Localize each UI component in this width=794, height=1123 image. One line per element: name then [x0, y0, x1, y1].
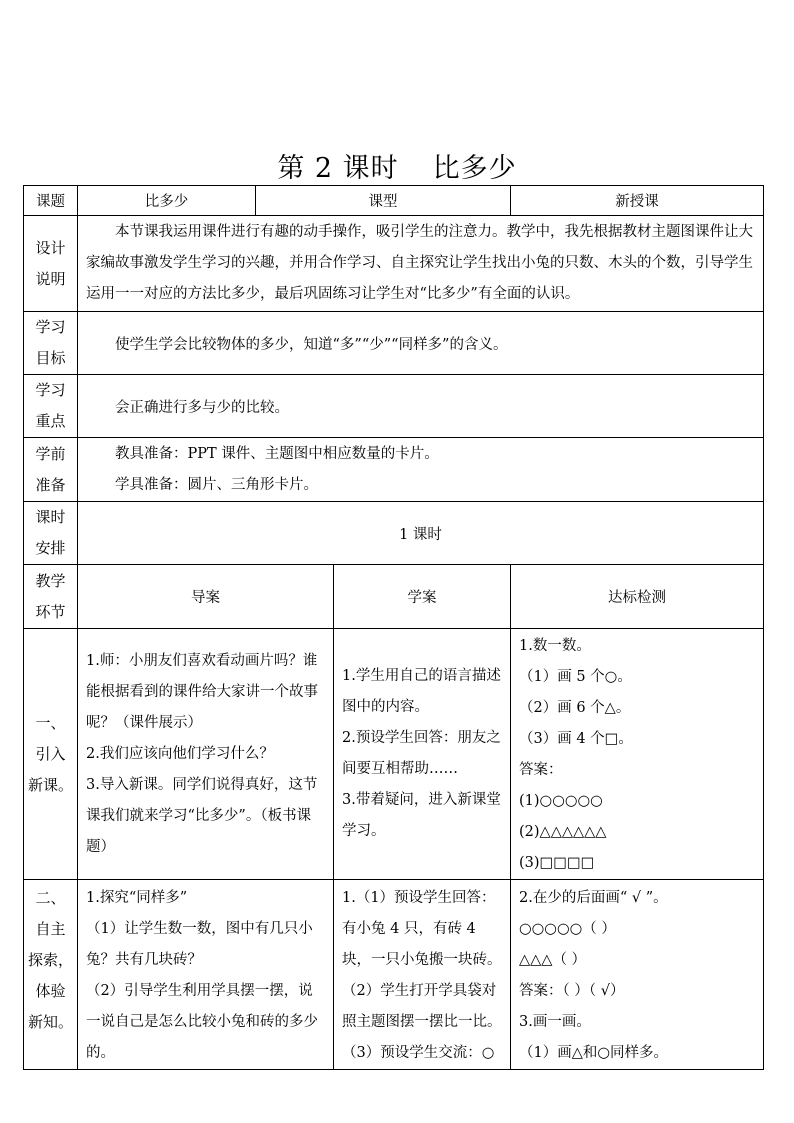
study-column-header: 学案	[334, 565, 511, 629]
key-points-label: 学习 重点	[24, 375, 78, 438]
check-item: （3）画 4 个□。	[519, 731, 633, 747]
type-label: 课型	[256, 186, 511, 216]
guide-item: （1）让学生数一数，图中有几只小兔？共有几块砖？	[86, 921, 313, 968]
prep-label: 学前 准备	[24, 438, 78, 502]
design-row	[24, 216, 764, 312]
study-item: 1.（1）预设学生回答：有小兔 4 只，有砖 4 块，一只小兔搬一块砖。	[342, 890, 502, 968]
goals-row	[24, 312, 764, 375]
step-column-label: 教学 环节	[24, 565, 78, 629]
check-item: 3.画一画。	[519, 1014, 591, 1030]
guide-item: 1.师：小朋友们喜欢看动画片吗？谁能根据看到的课件给大家讲一个故事呢？（课件展示）	[86, 652, 318, 731]
check-item: (1)○○○○○	[519, 793, 603, 809]
design-label: 设计 说明	[24, 216, 78, 312]
student-materials: 学具准备：圆片、三角形卡片。	[115, 476, 318, 493]
check-item: ○○○○○（ ）	[519, 921, 616, 937]
check-item: （2）画 6 个△。	[519, 700, 631, 716]
schedule-row	[24, 502, 764, 565]
design-text: 本节课我运用课件进行有趣的动手操作，吸引学生的注意力。教学中，我先根据教材主题图课件让大家编故事激发学生学习的兴趣，并用合作学习、自主探究让学生找出小兔的只数、木头的个数，引导学生运用一一对应的方法比多少，最后巩固练习让学生对“比多少”有全面的认识。	[78, 216, 764, 312]
study-item: （2）学生打开学具袋对照主题图摆一摆比一比。	[342, 983, 502, 1030]
check-item: (3)□□□□	[519, 855, 595, 871]
goals-text: 使学生学会比较物体的多少，知道“多”“少”“同样多”的含义。	[78, 312, 764, 375]
study-item: 2.预设学生回答：朋友之间要互相帮助……	[342, 730, 501, 777]
step1-check	[511, 629, 764, 880]
guide-column-header: 导案	[78, 565, 334, 629]
check-column-header: 达标检测	[511, 565, 764, 629]
column-header-row	[24, 565, 764, 629]
guide-item: 1.探究“同样多”	[86, 890, 188, 906]
check-item: （1）画△和○同样多。	[519, 1045, 669, 1061]
key-points-row	[24, 375, 764, 438]
check-item: 2.在少的后面画“ √ ”。	[519, 890, 668, 906]
page-title	[0, 146, 794, 185]
check-item: (2)△△△△△△	[519, 824, 607, 840]
step2-guide	[78, 880, 334, 1070]
topic-label: 课题	[24, 186, 78, 216]
check-item: △△△（ ）	[519, 952, 587, 968]
check-item: 答案：（ ）（ √）	[519, 983, 625, 999]
step1-label: 一、 引入 新课。	[24, 629, 78, 880]
prep-row	[24, 438, 764, 502]
schedule-label: 课时 安排	[24, 502, 78, 565]
goals-label: 学习 目标	[24, 312, 78, 375]
check-item: 答案：	[519, 762, 563, 778]
step1-row	[24, 629, 764, 880]
key-points-text: 会正确进行多与少的比较。	[78, 375, 764, 438]
guide-item: （2）引导学生利用学具摆一摆，说一说自己是怎么比较小兔和砖的多少的。	[86, 983, 318, 1061]
guide-item: 2.我们应该向他们学习什么？	[86, 745, 274, 762]
topic-value: 比多少	[78, 186, 256, 216]
step1-guide	[78, 629, 334, 880]
step2-check	[511, 880, 764, 1070]
step2-label: 二、 自主 探索， 体验 新知。	[24, 880, 78, 1070]
teacher-materials: 教具准备：PPT 课件、主题图中相应数量的卡片。	[115, 445, 439, 462]
prep-text	[78, 438, 764, 502]
guide-item: 3.导入新课。同学们说得真好，这节课我们就来学习“比多少”。（板书课题）	[86, 776, 318, 855]
study-item: （3）预设学生交流：○	[342, 1045, 495, 1061]
lesson-number: 第 2 课时	[277, 153, 399, 184]
step1-study	[334, 629, 511, 880]
header-row	[24, 186, 764, 216]
check-item: （1）画 5 个○。	[519, 669, 632, 685]
type-value: 新授课	[511, 186, 764, 216]
lesson-topic: 比多少	[432, 153, 517, 184]
check-item: 1.数一数。	[519, 638, 591, 654]
lesson-plan-table	[23, 185, 764, 1070]
schedule-value: 1 课时	[78, 502, 764, 565]
step2-row	[24, 880, 764, 1070]
step2-study	[334, 880, 511, 1070]
study-item: 3.带着疑问，进入新课堂学习。	[342, 792, 501, 839]
study-item: 1.学生用自己的语言描述图中的内容。	[342, 668, 501, 715]
